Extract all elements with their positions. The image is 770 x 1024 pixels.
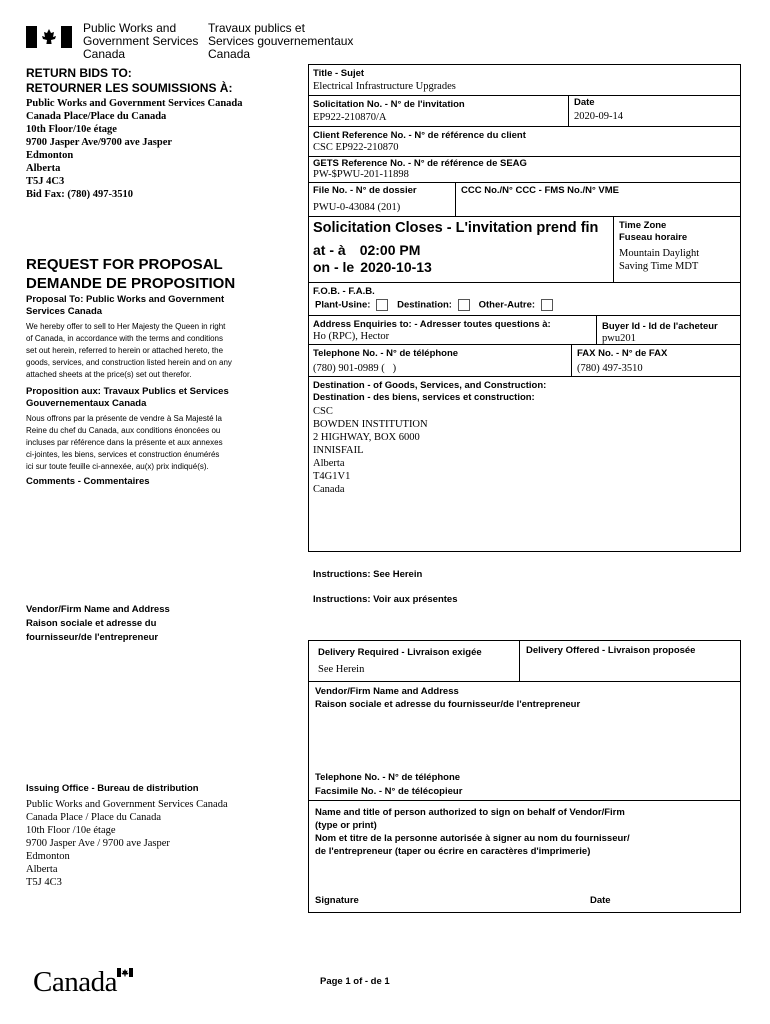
canada-flag-icon — [26, 26, 72, 48]
authorized-signer-label: Name and title of person authorized to sign on behalf of Vendor/Firm (type or print) Nom et titre de la personne autorisée à signer au nom du fournisseur/ de l'entrepreneur (taper ou écrire en caractères d'imprimerie) — [315, 807, 630, 857]
fax-label: FAX No. - N° de FAX — [577, 348, 668, 359]
vendor-contact-labels: Telephone No. - N° de téléphone Facsimile No. - N° de télécopieur — [315, 772, 463, 797]
page-number: Page 1 of - de 1 — [320, 976, 390, 987]
vendor-left-label: Vendor/Firm Name and Address Raison sociale et adresse du fournisseur/de l'entrepreneur — [26, 604, 170, 643]
instructions-en: Instructions: See Herein — [313, 569, 423, 580]
signature-label: Signature — [315, 895, 359, 906]
gets-reference-value: PW-$PWU-201-11898 — [313, 169, 409, 180]
proposal-to-label: Proposal To: Public Works and Government Services Canada — [26, 294, 225, 317]
signature-date-label: Date — [590, 895, 611, 906]
fob-options: Plant-Usine: Destination: Other-Autre: — [315, 299, 559, 311]
proposition-label: Proposition aux: Travaux Publics et Services Gouvernementaux Canada — [26, 386, 229, 409]
department-name-fr: Travaux publics et Services gouvernementaux Canada — [208, 21, 354, 61]
issuing-office-label: Issuing Office - Bureau de distribution — [26, 783, 199, 794]
closing-time: at - à 02:00 PM — [313, 242, 421, 258]
delivery-required-label: Delivery Required - Livraison exigée — [318, 647, 482, 658]
delivery-required-value: See Herein — [318, 664, 365, 675]
address-enquiries-label: Address Enquiries to: - Adresser toutes questions à: — [313, 319, 551, 330]
wordmark-flag-icon — [117, 968, 133, 977]
ccc-number-label: CCC No./N° CCC - FMS No./N° VME — [461, 185, 620, 196]
gets-reference-label: GETS Reference No. - N° de référence de SEAG — [313, 158, 527, 169]
time-zone-value: Mountain Daylight Saving Time MDT — [619, 248, 700, 272]
instructions-fr: Instructions: Voir aux présentes — [313, 594, 458, 605]
file-number-label: File No. - N° de dossier — [313, 185, 417, 196]
date-value: 2020-09-14 — [574, 111, 623, 122]
proposal-to-text: We hereby offer to sell to Her Majesty the Queen in right of Canada, in accordance with the terms and conditions set out herein, referred to herein or attached hereto, the goods, services, and construction listed herein and on any attached sheets at the price(s) set out therefor. — [26, 322, 232, 379]
closing-time-value: 02:00 PM — [359, 242, 421, 258]
fax-value: (780) 497-3510 — [577, 363, 643, 374]
client-reference-label: Client Reference No. - N° de référence du client — [313, 130, 526, 141]
buyer-id-label: Buyer Id - Id de l'acheteur — [602, 321, 718, 332]
comments-label: Comments - Commentaires — [26, 476, 150, 487]
buyer-id-value: pwu201 — [602, 333, 636, 344]
date-label: Date — [574, 97, 595, 108]
return-bids-heading: RETURN BIDS TO: RETOURNER LES SOUMISSIONS À: — [26, 66, 233, 95]
file-number-value: PWU-0-43084 (201) — [313, 202, 401, 213]
proposition-text: Nous offrons par la présente de vendre à Sa Majesté la Reine du chef du Canada, aux conditions énoncées ou incluses par référence dans la présente et aux annexes ci-jointes, les biens, services et construction énumérés ici sur toute feuille ci-annexée, au(x) prix indiqué(s). — [26, 414, 223, 471]
issuing-office-address: Public Works and Government Services Canada Canada Place / Place du Canada 10th Floor /10e étage 9700 Jasper Ave / 9700 ave Jasper Edmonton Alberta T5J 4C3 — [26, 799, 228, 888]
other-checkbox[interactable] — [541, 299, 553, 311]
plant-checkbox[interactable] — [376, 299, 388, 311]
rfp-title: REQUEST FOR PROPOSAL DEMANDE DE PROPOSITION — [26, 256, 236, 292]
solicitation-number-value: EP922-210870/A — [313, 112, 387, 123]
destination-checkbox[interactable] — [458, 299, 470, 311]
title-label: Title - Sujet — [313, 68, 365, 79]
solicitation-closes-label: Solicitation Closes - L'invitation prend fin — [313, 220, 599, 236]
telephone-label: Telephone No. - N° de téléphone — [313, 348, 459, 359]
department-name-en: Public Works and Government Services Canada — [83, 21, 199, 61]
delivery-offered-label: Delivery Offered - Livraison proposée — [526, 645, 696, 656]
fob-label: F.O.B. - F.A.B. — [313, 286, 375, 297]
time-zone-label: Time Zone Fuseau horaire — [619, 220, 688, 243]
client-reference-value: CSC EP922-210870 — [313, 142, 399, 153]
destination-label: Destination - of Goods, Services, and Construction: Destination - des biens, services et construction: — [313, 380, 547, 403]
address-enquiries-value: Ho (RPC), Hector — [313, 331, 390, 342]
title-value: Electrical Infrastructure Upgrades — [313, 81, 456, 92]
destination-address: CSC BOWDEN INSTITUTION 2 HIGHWAY, BOX 6000 INNISFAIL Alberta T4G1V1 Canada — [313, 406, 428, 495]
canada-wordmark — [33, 966, 117, 999]
telephone-value: (780) 901-0989 ( ) — [313, 363, 397, 374]
closing-date-value: 2020-10-13 — [360, 259, 432, 275]
vendor-firm-label: Vendor/Firm Name and Address Raison sociale et adresse du fournisseur/de l'entrepreneur — [315, 686, 581, 710]
canada-wordmark-text: Canada — [33, 966, 117, 998]
return-bids-address: Public Works and Government Services Canada Canada Place/Place du Canada 10th Floor/10e étage 9700 Jasper Ave/9700 ave Jasper Edmonton Alberta T5J 4C3 Bid Fax: (780) 497-3510 — [26, 98, 243, 200]
solicitation-number-label: Solicitation No. - N° de l'invitation — [313, 99, 465, 110]
closing-date: on - le 2020-10-13 — [313, 259, 432, 275]
